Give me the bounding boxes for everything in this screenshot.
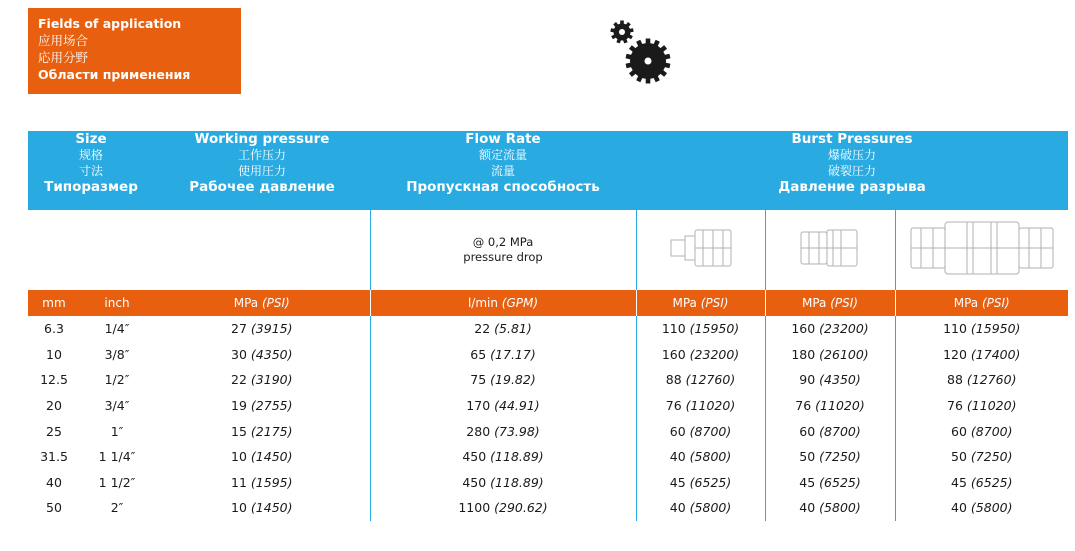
cell-working-pressure: 10 (1450)	[231, 500, 293, 516]
table-row	[28, 393, 1068, 419]
size-header: Size 规格 寸法 Типоразмер	[28, 131, 154, 210]
table-row	[28, 444, 1068, 470]
pressure-drop-line2: pressure drop	[463, 250, 543, 264]
cell-burst-3: 50 (7250)	[895, 444, 1068, 470]
cell-burst-3: 88 (12760)	[895, 367, 1068, 393]
cell-burst-2: 50 (7250)	[765, 444, 895, 470]
cell-mm: 6.3	[44, 321, 64, 337]
fields-of-application-box	[28, 8, 241, 94]
table-row	[28, 495, 1068, 521]
cell-burst-2: 180 (26100)	[765, 342, 895, 368]
cell-inch: 3/8″	[104, 346, 130, 362]
cell-working-pressure: 10 (1450)	[231, 449, 293, 465]
cell-inch: 1/2″	[104, 372, 130, 388]
male-coupling-icon	[665, 226, 737, 270]
cell-mm: 50	[46, 500, 62, 516]
cell-inch: 3/4″	[104, 398, 130, 414]
cell-burst-1: 40 (5800)	[636, 495, 765, 521]
cell-burst-1: 160 (23200)	[636, 342, 765, 368]
fields-title-zh-s: 应用场合	[38, 33, 89, 48]
cell-flow-rate: 450 (118.89)	[370, 444, 636, 470]
cell-mm: 31.5	[40, 449, 68, 465]
pressure-drop-line1: @ 0,2 MPa	[472, 235, 534, 249]
unit-flow: l/min (GPM)	[370, 290, 636, 316]
cell-burst-2: 90 (4350)	[765, 367, 895, 393]
cell-inch: 1/4″	[104, 321, 130, 337]
female-coupling-image-cell	[765, 210, 895, 291]
unit-inch: inch	[80, 290, 154, 316]
cell-flow-rate: 1100 (290.62)	[370, 495, 636, 521]
cell-flow-rate: 450 (118.89)	[370, 470, 636, 496]
cell-burst-3: 45 (6525)	[895, 470, 1068, 496]
cell-flow-rate: 75 (19.82)	[370, 367, 636, 393]
cell-flow-rate: 170 (44.91)	[370, 393, 636, 419]
cell-mm: 20	[46, 398, 62, 414]
table-row	[28, 367, 1068, 393]
cell-burst-2: 45 (6525)	[765, 470, 895, 496]
cell-inch: 1″	[110, 423, 124, 439]
fields-title-en: Fields of application	[38, 16, 182, 31]
cell-burst-1: 110 (15950)	[636, 316, 765, 342]
unit-working: MPa (PSI)	[154, 290, 370, 316]
cell-burst-2: 40 (5800)	[765, 495, 895, 521]
cell-burst-1: 40 (5800)	[636, 444, 765, 470]
cell-burst-1: 60 (8700)	[636, 418, 765, 444]
cell-burst-3: 60 (8700)	[895, 418, 1068, 444]
cell-flow-rate: 65 (17.17)	[370, 342, 636, 368]
unit-mm: mm	[28, 290, 80, 316]
cell-mm: 25	[46, 423, 62, 439]
burst-pressures-header: Burst Pressures 爆破压力 破裂圧力 Давление разрыва	[636, 131, 1068, 210]
cell-inch: 2″	[110, 500, 124, 516]
cell-flow-rate: 280 (73.98)	[370, 418, 636, 444]
male-coupling-image-cell	[636, 210, 765, 291]
gears-icon	[604, 16, 676, 86]
coupled-assembly-image-cell	[895, 210, 1068, 291]
working-pressure-header: Working pressure 工作压力 使用圧力 Рабочее давление	[154, 131, 370, 210]
flow-rate-header: Flow Rate 额定流量 流量 Пропускная способность	[370, 131, 636, 210]
table-row	[28, 418, 1068, 444]
cell-flow-rate: 22 (5.81)	[370, 316, 636, 342]
cell-burst-3: 40 (5800)	[895, 495, 1068, 521]
illustration-row	[28, 210, 1068, 291]
unit-burst-1: MPa (PSI)	[636, 290, 765, 316]
cell-burst-1: 45 (6525)	[636, 470, 765, 496]
unit-burst-2: MPa (PSI)	[765, 290, 895, 316]
cell-burst-3: 110 (15950)	[895, 316, 1068, 342]
cell-inch: 1 1/2″	[98, 474, 136, 490]
unit-burst-3: MPa (PSI)	[895, 290, 1068, 316]
cell-burst-1: 76 (11020)	[636, 393, 765, 419]
cell-burst-1: 88 (12760)	[636, 367, 765, 393]
units-row	[28, 290, 1068, 316]
cell-working-pressure: 15 (2175)	[231, 423, 293, 439]
cell-working-pressure: 11 (1595)	[231, 474, 293, 490]
blank-cell	[28, 210, 370, 291]
table-row	[28, 342, 1068, 368]
female-coupling-icon	[797, 226, 863, 270]
coupled-assembly-icon	[907, 218, 1057, 278]
cell-burst-3: 76 (11020)	[895, 393, 1068, 419]
header-row	[28, 131, 1068, 210]
cell-mm: 10	[46, 346, 62, 362]
cell-working-pressure: 22 (3190)	[231, 372, 293, 388]
pressure-drop-cell	[370, 210, 636, 291]
specification-table	[28, 131, 1068, 521]
table-row	[28, 470, 1068, 496]
cell-working-pressure: 30 (4350)	[231, 346, 293, 362]
cell-burst-3: 120 (17400)	[895, 342, 1068, 368]
cell-burst-2: 60 (8700)	[765, 418, 895, 444]
cell-inch: 1 1/4″	[98, 449, 136, 465]
table-row	[28, 316, 1068, 342]
cell-working-pressure: 27 (3915)	[231, 321, 293, 337]
fields-title-zh-t: 応用分野	[38, 50, 89, 65]
cell-mm: 40	[46, 474, 62, 490]
cell-mm: 12.5	[40, 372, 68, 388]
cell-working-pressure: 19 (2755)	[231, 398, 293, 414]
fields-title-ru: Области применения	[38, 67, 191, 82]
data-body	[28, 316, 1068, 521]
cell-burst-2: 160 (23200)	[765, 316, 895, 342]
cell-burst-2: 76 (11020)	[765, 393, 895, 419]
